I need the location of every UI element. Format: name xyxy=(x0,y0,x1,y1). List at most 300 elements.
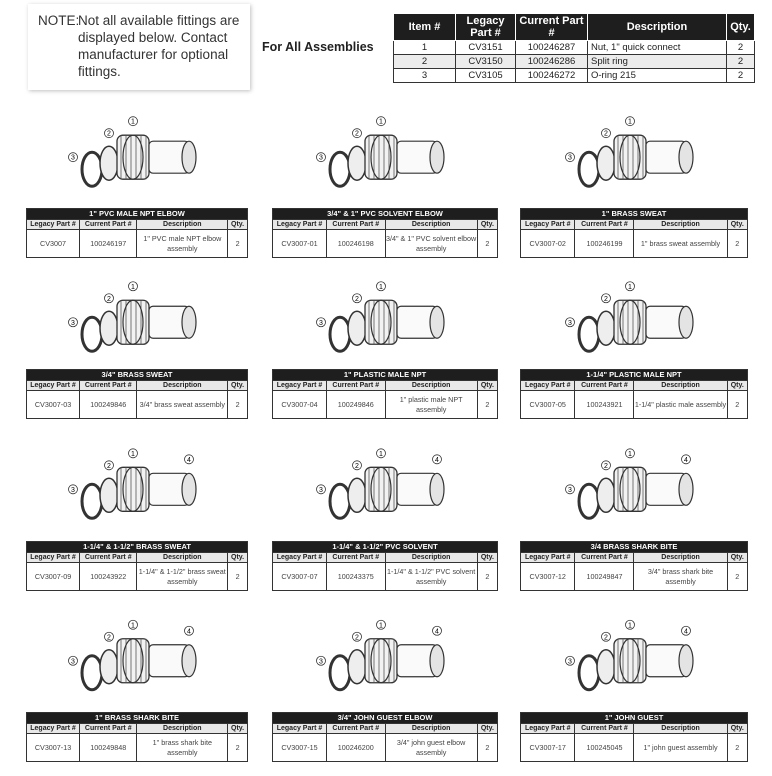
nut-icon xyxy=(365,300,397,344)
nut-icon xyxy=(614,467,646,511)
table-row xyxy=(394,41,755,55)
col-description: Description xyxy=(137,381,228,391)
o-ring-icon xyxy=(579,152,599,186)
table-row xyxy=(27,391,248,419)
callout-4 xyxy=(682,455,691,464)
col-legacy: Legacy Part # xyxy=(521,553,575,563)
col-description: Description xyxy=(137,220,228,230)
table-row xyxy=(521,391,748,419)
o-ring-icon xyxy=(330,317,350,351)
cell-qty: 2 xyxy=(228,563,248,591)
col-qty: Qty. xyxy=(727,14,755,41)
callout-2 xyxy=(602,294,611,303)
callout-1 xyxy=(626,117,635,126)
cell-legacy: CV3007-02 xyxy=(521,230,575,258)
svg-text:1: 1 xyxy=(379,118,383,126)
col-qty: Qty. xyxy=(727,381,747,391)
fitting-table xyxy=(272,208,498,258)
cell-current: 100246272 xyxy=(516,69,588,83)
cell-legacy: CV3007-03 xyxy=(27,391,80,419)
o-ring-icon xyxy=(330,484,350,518)
fitting-illustration xyxy=(544,100,724,204)
fitting-illustration xyxy=(295,603,475,708)
svg-text:1: 1 xyxy=(628,283,632,291)
svg-text:1: 1 xyxy=(628,118,632,126)
common-parts-table xyxy=(393,13,755,83)
col-current: Current Part # xyxy=(327,381,386,391)
fitting-title: 1-1/4" & 1-1/2" PVC SOLVENT xyxy=(273,542,498,553)
cell-description: Split ring xyxy=(588,55,727,69)
table-row xyxy=(521,230,748,258)
svg-text:2: 2 xyxy=(107,634,111,642)
callout-4 xyxy=(185,626,194,635)
callout-2 xyxy=(353,294,362,303)
fitting-title: 1-1/4" PLASTIC MALE NPT xyxy=(521,370,748,381)
svg-text:1: 1 xyxy=(628,450,632,458)
split-ring-icon xyxy=(348,650,366,684)
col-current: Current Part # xyxy=(80,381,137,391)
cell-current: 100243922 xyxy=(80,563,137,591)
note-label: NOTE: xyxy=(38,13,80,28)
svg-text:3: 3 xyxy=(319,486,323,494)
callout-1 xyxy=(129,282,138,291)
svg-text:3: 3 xyxy=(568,658,572,666)
col-qty: Qty. xyxy=(228,553,248,563)
fitting-table xyxy=(272,541,498,591)
callout-2 xyxy=(602,632,611,641)
cell-current: 100246197 xyxy=(80,230,137,258)
callout-3 xyxy=(566,656,575,665)
fitting-10 xyxy=(26,603,248,708)
cell-legacy: CV3007-05 xyxy=(521,391,575,419)
nut-icon xyxy=(614,300,646,344)
split-ring-icon xyxy=(348,478,366,512)
table-row xyxy=(521,563,748,591)
col-legacy: Legacy Part # xyxy=(521,724,575,734)
callout-3 xyxy=(317,153,326,162)
col-legacy: Legacy Part # xyxy=(521,220,575,230)
table-row xyxy=(394,69,755,83)
fitting-illustration xyxy=(544,431,724,537)
cell-qty: 2 xyxy=(477,734,497,762)
fitting-7 xyxy=(26,431,248,537)
col-description: Description xyxy=(634,220,727,230)
split-ring-icon xyxy=(348,311,366,345)
col-item: Item # xyxy=(394,14,456,41)
fitting-8 xyxy=(272,431,498,537)
nut-icon xyxy=(614,135,646,179)
fitting-4 xyxy=(26,270,248,365)
svg-text:2: 2 xyxy=(604,634,608,642)
col-current: Current Part # xyxy=(80,220,137,230)
cell-current: 100249846 xyxy=(80,391,137,419)
svg-text:3: 3 xyxy=(71,319,75,327)
split-ring-icon xyxy=(348,146,366,180)
svg-text:4: 4 xyxy=(684,628,688,636)
callout-1 xyxy=(626,620,635,629)
cell-current: 100246200 xyxy=(327,734,386,762)
cell-description: 3/4" brass sweat assembly xyxy=(137,391,228,419)
col-qty: Qty. xyxy=(477,381,497,391)
fitting-illustration xyxy=(544,603,724,708)
nut-icon xyxy=(117,135,149,179)
callout-4 xyxy=(433,626,442,635)
fitting-6 xyxy=(520,270,748,365)
callout-1 xyxy=(129,449,138,458)
svg-text:2: 2 xyxy=(107,462,111,470)
cell-current: 100246199 xyxy=(575,230,634,258)
col-description: Description xyxy=(137,553,228,563)
o-ring-icon xyxy=(82,656,102,690)
svg-text:4: 4 xyxy=(435,456,439,464)
fitting-illustration xyxy=(47,603,227,708)
svg-text:3: 3 xyxy=(71,154,75,162)
col-current: Current Part # xyxy=(327,553,386,563)
cell-item: 1 xyxy=(394,41,456,55)
svg-text:4: 4 xyxy=(684,456,688,464)
cell-qty: 2 xyxy=(727,734,747,762)
col-legacy: Legacy Part # xyxy=(273,553,327,563)
callout-2 xyxy=(105,632,114,641)
cell-description: 1-1/4" plastic male assembly xyxy=(634,391,727,419)
callout-2 xyxy=(602,129,611,138)
col-qty: Qty. xyxy=(228,724,248,734)
cell-current: 100249848 xyxy=(80,734,137,762)
fitting-title: 1" JOHN GUEST xyxy=(521,713,748,724)
svg-text:3: 3 xyxy=(319,658,323,666)
nut-icon xyxy=(614,639,646,683)
col-legacy: Legacy Part # xyxy=(273,220,327,230)
fitting-table xyxy=(26,208,248,258)
cell-legacy: CV3007-07 xyxy=(273,563,327,591)
nut-icon xyxy=(365,135,397,179)
o-ring-icon xyxy=(82,152,102,186)
split-ring-icon xyxy=(100,650,118,684)
svg-text:1: 1 xyxy=(131,118,135,126)
col-description: Description xyxy=(385,553,477,563)
svg-text:2: 2 xyxy=(604,295,608,303)
col-current: Current Part # xyxy=(327,220,386,230)
fitting-table xyxy=(520,541,748,591)
cell-qty: 2 xyxy=(477,230,497,258)
col-current: Current Part # xyxy=(575,553,634,563)
callout-1 xyxy=(377,449,386,458)
col-description: Description xyxy=(137,724,228,734)
col-legacy: Legacy Part # xyxy=(27,220,80,230)
callout-4 xyxy=(682,626,691,635)
col-description: Description xyxy=(588,14,727,41)
col-current: Current Part # xyxy=(575,381,634,391)
col-legacy: Legacy Part # xyxy=(456,14,516,41)
col-current: Current Part # xyxy=(575,220,634,230)
fitting-table xyxy=(272,712,498,762)
callout-1 xyxy=(377,117,386,126)
cell-qty: 2 xyxy=(727,55,755,69)
cell-current: 100243921 xyxy=(575,391,634,419)
cell-legacy: CV3007-01 xyxy=(273,230,327,258)
cell-qty: 2 xyxy=(727,230,747,258)
callout-4 xyxy=(185,455,194,464)
cell-legacy: CV3007-13 xyxy=(27,734,80,762)
fitting-title: 1" BRASS SWEAT xyxy=(521,209,748,220)
cell-legacy: CV3150 xyxy=(456,55,516,69)
callout-3 xyxy=(69,485,78,494)
callout-1 xyxy=(626,282,635,291)
fitting-title: 1" PVC MALE NPT ELBOW xyxy=(27,209,248,220)
svg-text:4: 4 xyxy=(435,628,439,636)
col-description: Description xyxy=(634,381,727,391)
cell-legacy: CV3007-09 xyxy=(27,563,80,591)
fitting-title: 3/4" BRASS SWEAT xyxy=(27,370,248,381)
cell-legacy: CV3007-15 xyxy=(273,734,327,762)
callout-3 xyxy=(69,318,78,327)
table-row xyxy=(27,230,248,258)
fitting-11 xyxy=(272,603,498,708)
fitting-table xyxy=(520,369,748,419)
col-current: Current Part # xyxy=(327,724,386,734)
svg-text:1: 1 xyxy=(131,450,135,458)
col-qty: Qty. xyxy=(727,553,747,563)
fitting-table xyxy=(26,541,248,591)
callout-1 xyxy=(129,117,138,126)
svg-text:1: 1 xyxy=(628,622,632,630)
cell-current: 100243375 xyxy=(327,563,386,591)
svg-text:3: 3 xyxy=(71,486,75,494)
svg-text:2: 2 xyxy=(604,130,608,138)
callout-1 xyxy=(377,282,386,291)
callout-3 xyxy=(317,318,326,327)
split-ring-icon xyxy=(597,650,615,684)
svg-text:2: 2 xyxy=(355,295,359,303)
o-ring-icon xyxy=(82,317,102,351)
note-text: Not all available fittings are displayed below. Contact manufacturer for optional fittings. xyxy=(78,13,240,79)
cell-description: 1" plastic male NPT assembly xyxy=(385,391,477,419)
col-description: Description xyxy=(385,381,477,391)
fitting-illustration xyxy=(47,431,227,537)
cell-current: 100249846 xyxy=(327,391,386,419)
callout-2 xyxy=(105,294,114,303)
fitting-title: 1-1/4" & 1-1/2" BRASS SWEAT xyxy=(27,542,248,553)
fitting-9 xyxy=(520,431,748,537)
cell-description: 1-1/4" & 1-1/2" brass sweat assembly xyxy=(137,563,228,591)
callout-3 xyxy=(566,153,575,162)
cell-description: 1" brass shark bite assembly xyxy=(137,734,228,762)
cell-current: 100246287 xyxy=(516,41,588,55)
split-ring-icon xyxy=(597,146,615,180)
cell-description: 1" brass sweat assembly xyxy=(634,230,727,258)
cell-legacy: CV3007-12 xyxy=(521,563,575,591)
cell-item: 2 xyxy=(394,55,456,69)
cell-current: 100246198 xyxy=(327,230,386,258)
svg-text:2: 2 xyxy=(355,634,359,642)
col-description: Description xyxy=(385,220,477,230)
col-current: Current Part # xyxy=(80,724,137,734)
o-ring-icon xyxy=(579,317,599,351)
cell-legacy: CV3007-04 xyxy=(273,391,327,419)
fitting-illustration xyxy=(295,431,475,537)
cell-description: 3/4" brass shark bite assembly xyxy=(634,563,727,591)
cell-item: 3 xyxy=(394,69,456,83)
table-row xyxy=(394,55,755,69)
callout-2 xyxy=(353,632,362,641)
cell-qty: 2 xyxy=(477,563,497,591)
cell-legacy: CV3007 xyxy=(27,230,80,258)
nut-icon xyxy=(117,300,149,344)
for-all-assemblies-heading: For All Assemblies xyxy=(262,40,374,54)
svg-text:2: 2 xyxy=(355,462,359,470)
cell-qty: 2 xyxy=(727,563,747,591)
col-qty: Qty. xyxy=(228,220,248,230)
svg-text:3: 3 xyxy=(71,658,75,666)
cell-description: Nut, 1" quick connect xyxy=(588,41,727,55)
fitting-3 xyxy=(520,100,748,204)
table-row xyxy=(27,563,248,591)
callout-3 xyxy=(69,656,78,665)
cell-legacy: CV3105 xyxy=(456,69,516,83)
cell-qty: 2 xyxy=(228,230,248,258)
cell-description: 3/4" john guest elbow assembly xyxy=(385,734,477,762)
callout-3 xyxy=(317,656,326,665)
fitting-1 xyxy=(26,100,248,204)
cell-description: 3/4" & 1" PVC solvent elbow assembly xyxy=(385,230,477,258)
svg-text:3: 3 xyxy=(568,486,572,494)
fitting-title: 3/4 BRASS SHARK BITE xyxy=(521,542,748,553)
cell-qty: 2 xyxy=(228,734,248,762)
col-qty: Qty. xyxy=(228,381,248,391)
o-ring-icon xyxy=(579,484,599,518)
col-qty: Qty. xyxy=(477,220,497,230)
svg-text:3: 3 xyxy=(568,154,572,162)
split-ring-icon xyxy=(100,311,118,345)
col-current: Current Part # xyxy=(80,553,137,563)
fitting-table xyxy=(272,369,498,419)
svg-text:3: 3 xyxy=(319,154,323,162)
nut-icon xyxy=(117,467,149,511)
svg-text:2: 2 xyxy=(107,295,111,303)
col-legacy: Legacy Part # xyxy=(273,724,327,734)
svg-text:2: 2 xyxy=(107,130,111,138)
col-legacy: Legacy Part # xyxy=(273,381,327,391)
cell-current: 100245045 xyxy=(575,734,634,762)
cell-description: 1" john guest assembly xyxy=(634,734,727,762)
o-ring-icon xyxy=(579,656,599,690)
callout-2 xyxy=(105,461,114,470)
col-description: Description xyxy=(385,724,477,734)
fitting-5 xyxy=(272,270,498,365)
split-ring-icon xyxy=(100,478,118,512)
svg-text:4: 4 xyxy=(187,628,191,636)
cell-qty: 2 xyxy=(477,391,497,419)
callout-2 xyxy=(105,129,114,138)
fitting-illustration xyxy=(544,270,724,365)
cell-legacy: CV3151 xyxy=(456,41,516,55)
fitting-table xyxy=(520,208,748,258)
o-ring-icon xyxy=(82,484,102,518)
fitting-title: 3/4" JOHN GUEST ELBOW xyxy=(273,713,498,724)
fitting-2 xyxy=(272,100,498,204)
fitting-illustration xyxy=(295,100,475,204)
fitting-12 xyxy=(520,603,748,708)
callout-3 xyxy=(69,153,78,162)
cell-description: 1-1/4" & 1-1/2" PVC solvent assembly xyxy=(385,563,477,591)
table-row xyxy=(521,734,748,762)
table-row xyxy=(27,734,248,762)
fitting-table xyxy=(520,712,748,762)
svg-text:1: 1 xyxy=(379,450,383,458)
split-ring-icon xyxy=(100,146,118,180)
table-row xyxy=(273,391,498,419)
cell-current: 100249847 xyxy=(575,563,634,591)
col-current: Current Part # xyxy=(575,724,634,734)
svg-text:2: 2 xyxy=(604,462,608,470)
callout-2 xyxy=(353,129,362,138)
cell-qty: 2 xyxy=(727,391,747,419)
fitting-illustration xyxy=(47,100,227,204)
callout-3 xyxy=(566,485,575,494)
cell-legacy: CV3007-17 xyxy=(521,734,575,762)
callout-4 xyxy=(433,455,442,464)
svg-text:1: 1 xyxy=(379,283,383,291)
split-ring-icon xyxy=(597,478,615,512)
col-legacy: Legacy Part # xyxy=(27,381,80,391)
cell-current: 100246286 xyxy=(516,55,588,69)
col-description: Description xyxy=(634,724,727,734)
fitting-illustration xyxy=(47,270,227,365)
nut-icon xyxy=(365,639,397,683)
col-qty: Qty. xyxy=(727,220,747,230)
col-qty: Qty. xyxy=(727,724,747,734)
col-current: Current Part # xyxy=(516,14,588,41)
note-box xyxy=(28,4,250,90)
o-ring-icon xyxy=(330,152,350,186)
svg-text:1: 1 xyxy=(131,283,135,291)
callout-2 xyxy=(353,461,362,470)
o-ring-icon xyxy=(330,656,350,690)
cell-description: O-ring 215 xyxy=(588,69,727,83)
col-qty: Qty. xyxy=(477,724,497,734)
cell-qty: 2 xyxy=(727,41,755,55)
cell-qty: 2 xyxy=(727,69,755,83)
svg-text:3: 3 xyxy=(568,319,572,327)
cell-qty: 2 xyxy=(228,391,248,419)
svg-text:2: 2 xyxy=(355,130,359,138)
col-legacy: Legacy Part # xyxy=(521,381,575,391)
table-row xyxy=(273,563,498,591)
col-legacy: Legacy Part # xyxy=(27,553,80,563)
nut-icon xyxy=(365,467,397,511)
col-qty: Qty. xyxy=(477,553,497,563)
svg-text:1: 1 xyxy=(131,622,135,630)
fitting-title: 1" PLASTIC MALE NPT xyxy=(273,370,498,381)
col-legacy: Legacy Part # xyxy=(27,724,80,734)
callout-3 xyxy=(317,485,326,494)
nut-icon xyxy=(117,639,149,683)
table-row xyxy=(273,734,498,762)
callout-1 xyxy=(626,449,635,458)
col-description: Description xyxy=(634,553,727,563)
callout-1 xyxy=(377,620,386,629)
callout-1 xyxy=(129,620,138,629)
callout-3 xyxy=(566,318,575,327)
fitting-title: 1" BRASS SHARK BITE xyxy=(27,713,248,724)
fitting-table xyxy=(26,369,248,419)
fitting-table xyxy=(26,712,248,762)
fitting-illustration xyxy=(295,270,475,365)
table-row xyxy=(273,230,498,258)
fitting-title: 3/4" & 1" PVC SOLVENT ELBOW xyxy=(273,209,498,220)
cell-description: 1" PVC male NPT elbow assembly xyxy=(137,230,228,258)
split-ring-icon xyxy=(597,311,615,345)
